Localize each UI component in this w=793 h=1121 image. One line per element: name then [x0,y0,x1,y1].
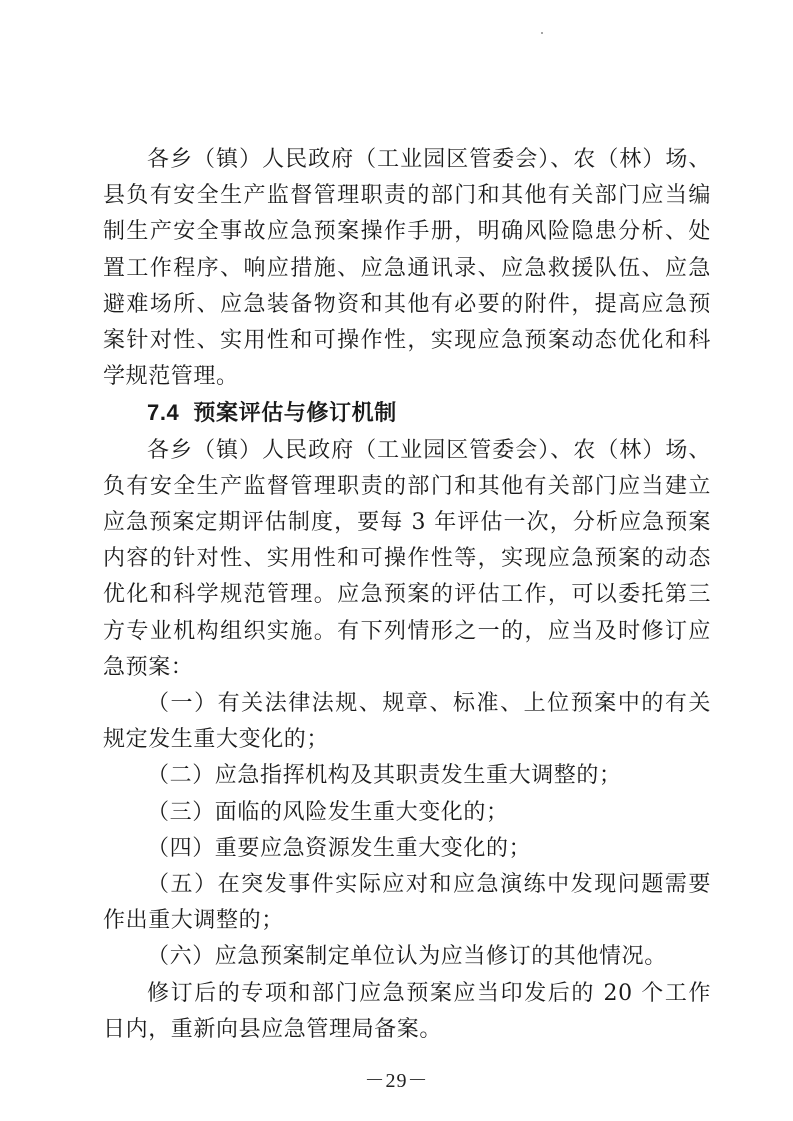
paragraph-filing: 修订后的专项和部门应急预案应当印发后的 20 个工作日内，重新向县应急管理局备案。 [103,980,711,1042]
scan-speck [541,32,543,34]
paragraph-evaluation-system: 各乡（镇）人民政府（工业园区管委会）、农（林）场、负有安全生产监督管理职责的部门和其他有关部门应当建立应急预案定期评估制度，要每 3 年评估一次，分析应急预案内容的针对性、实用性和可操作性等，实现应急预案的动态优化和科学规范管理。应急预案的评估工作，可以委托第三方专业机构组织实施。有下列情形之一的，应当及时修订应急预案： [103,437,711,680]
list-item-4: （四）重要应急资源发生重大变化的； [147,835,532,861]
list-item-2: （二）应急指挥机构及其职责发生重大调整的； [147,763,622,789]
list-item-1: （一）有关法律法规、规章、标准、上位预案中的有关规定发生重大变化的； [103,691,711,753]
section-title: 预案评估与修订机制 [193,401,397,427]
document-body [103,142,711,1048]
section-heading [103,395,711,432]
list-item-5: （五）在突发事件实际应对和应急演练中发现问题需要作出重大调整的； [103,872,711,934]
section-number: 7.4 [147,400,180,426]
list-item-6: （六）应急预案制定单位认为应当修订的其他情况。 [147,944,667,970]
paragraph-emergency-manual: 各乡（镇）人民政府（工业园区管委会）、农（林）场、县负有安全生产监督管理职责的部门和其他有关部门应当编制生产安全事故应急预案操作手册，明确风险隐患分析、处置工作程序、响应措施、应急通讯录、应急救援队伍、应急避难场所、应急装备物资和其他有必要的附件，提高应急预案针对性、实用性和可操作性，实现应急预案动态优化和科学规范管理。 [103,147,711,390]
list-item-3: （三）面临的风险发生重大变化的； [147,799,509,825]
page-number: －29－ [364,1070,429,1092]
